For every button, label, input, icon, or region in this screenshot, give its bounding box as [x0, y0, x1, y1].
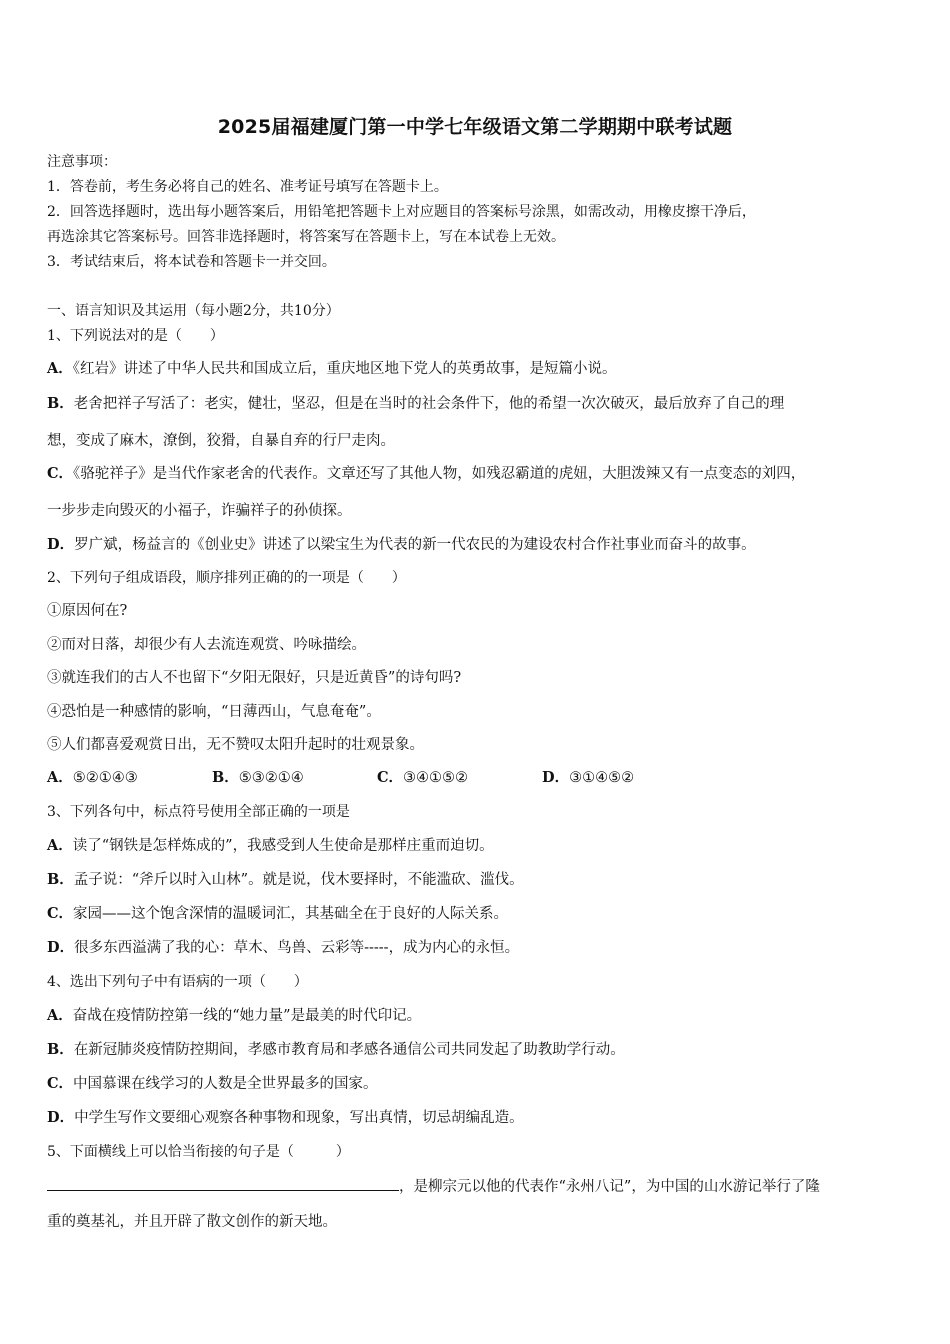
option-letter: A．: [47, 837, 73, 854]
option-letter: B．: [47, 871, 74, 888]
option-text: 家园——这个饱含深情的温暖词汇，其基础全在于良好的人际关系。: [73, 906, 509, 922]
q2-option-d: [542, 768, 707, 788]
option-text: 读了“钢铁是怎样炼成的”，我感受到人生使命是那样庄重而迫切。: [72, 838, 494, 854]
q3-option-b: [47, 870, 524, 890]
question-stem-5: 5、下面横线上可以恰当衔接的句子是（ ）: [47, 1144, 350, 1160]
option-text: ⑤③②①④: [238, 770, 304, 786]
option-letter: D．: [542, 769, 570, 786]
notice-item: 1．答卷前，考生务必将自己的姓名、准考证号填写在答题卡上。: [47, 179, 448, 195]
q3-option-c: [47, 904, 508, 924]
option-text: 很多东西溢满了我的心：草木、鸟兽、云彩等-----，成为内心的永恒。: [74, 940, 520, 956]
q3-option-a: [47, 836, 494, 856]
page-title: 2025届福建厦门第一中学七年级语文第二学期期中联考试题: [217, 116, 733, 138]
option-text: 奋战在疫情防控第一线的“她力量”是最美的时代印记。: [72, 1008, 422, 1024]
question-stem-2: 2、下列句子组成语段，顺序排列正确的的一项是（ ）: [47, 570, 406, 586]
option-letter: C．: [47, 905, 74, 922]
q2-sentence-1: ①原因何在?: [47, 603, 128, 619]
option-letter: D．: [47, 939, 75, 956]
q2-sentence-5: ⑤人们都喜爱观赏日出，无不赞叹太阳升起时的壮观景象。: [47, 737, 424, 753]
option-letter: A．: [47, 1007, 73, 1024]
option-text: 在新冠肺炎疫情防控期间，孝感市教育局和孝感各通信公司共同发起了助教助学行动。: [73, 1042, 625, 1058]
q1-option-b-continued: 想，变成了麻木，潦倒，狡猾，自暴自弃的行尸走肉。: [47, 433, 395, 449]
q2-sentence-4: ④恐怕是一种感情的影响，“日薄西山，气息奄奄”。: [47, 704, 381, 720]
option-letter: C．: [47, 1075, 74, 1092]
q1-option-a: [47, 359, 617, 379]
q2-option-c: [377, 768, 542, 788]
q2-options: [47, 768, 707, 788]
notice-item: 2．回答选择题时，选出每小题答案后，用铅笔把答题卡上对应题目的答案标号涂黑，如需改动，用橡皮擦干净后，: [47, 204, 756, 220]
q1-option-b: [47, 394, 784, 414]
option-letter: B．: [47, 395, 74, 412]
option-text: ③①④⑤②: [569, 770, 635, 786]
q2-option-a: [47, 768, 212, 788]
q2-sentence-2: ②而对日落，却很少有人去流连观赏、吟咏描绘。: [47, 637, 366, 653]
notice-heading: 注意事项：: [47, 154, 117, 170]
option-text: 孟子说：“斧斤以时入山林”。就是说，伐木要择时，不能滥砍、滥伐。: [73, 872, 524, 888]
q4-option-b: [47, 1040, 625, 1060]
option-text: ③④①⑤②: [403, 770, 469, 786]
q4-option-c: [47, 1074, 378, 1094]
q1-option-d: [47, 535, 756, 555]
option-letter: A．: [47, 360, 73, 377]
option-text: 中国慕课在线学习的人数是全世界最多的国家。: [73, 1076, 378, 1092]
notice-item: 3．考试结束后，将本试卷和答题卡一并交回。: [47, 254, 336, 270]
option-letter: C．: [377, 769, 404, 786]
q1-option-c-continued: 一步步走向毁灭的小福子，诈骗祥子的孙侦探。: [47, 503, 352, 519]
question-stem-1: 1、下列说法对的是（ ）: [47, 328, 224, 344]
q3-option-d: [47, 938, 519, 958]
option-letter: D．: [47, 1109, 75, 1126]
option-letter: B．: [47, 1041, 74, 1058]
option-letter: B．: [212, 769, 239, 786]
notice-item: 再选涂其它答案标号。回答非选择题时，将答案写在答题卡上，写在本试卷上无效。: [47, 229, 565, 245]
option-text: 中学生写作文要细心观察各种事物和现象，写出真情，切忌胡编乱造。: [74, 1110, 524, 1126]
q5-text-continued: 重的奠基礼，并且开辟了散文创作的新天地。: [47, 1214, 337, 1230]
option-text: 老舍把祥子写活了：老实，健壮，坚忍，但是在当时的社会条件下，他的希望一次次破灭，最后放弃了自己的理: [73, 396, 785, 412]
option-letter: C．: [47, 465, 74, 482]
q4-option-d: [47, 1108, 524, 1128]
q1-option-c: [47, 464, 805, 484]
option-text: 《红岩》讲述了中华人民共和国成立后，重庆地区地下党人的英勇故事，是短篇小说。: [72, 361, 617, 377]
option-text: ⑤②①④③: [72, 770, 138, 786]
answer-blank[interactable]: [47, 1176, 399, 1191]
option-letter: D．: [47, 536, 75, 553]
question-stem-4: 4、选出下列句子中有语病的一项（ ）: [47, 974, 308, 990]
option-letter: A．: [47, 769, 73, 786]
q2-option-b: [212, 768, 377, 788]
question-stem-3: 3、下列各句中，标点符号使用全部正确的一项是: [47, 804, 350, 820]
q5-text: ，是柳宗元以他的代表作“永州八记”，为中国的山水游记举行了隆: [399, 1179, 820, 1195]
q5-fill-line: [47, 1176, 820, 1197]
section-heading: 一、语言知识及其运用（每小题2分，共10分）: [47, 303, 340, 319]
option-text: 罗广斌，杨益言的《创业史》讲述了以梁宝生为代表的新一代农民的为建设农村合作社事业而奋斗的故事。: [74, 537, 756, 553]
option-text: 《骆驼祥子》是当代作家老舍的代表作。文章还写了其他人物，如残忍霸道的虎妞，大胆泼辣又有一点变态的刘四，: [73, 466, 806, 482]
q4-option-a: [47, 1006, 421, 1026]
q2-sentence-3: ③就连我们的古人不也留下“夕阳无限好，只是近黄昏”的诗句吗?: [47, 670, 462, 686]
